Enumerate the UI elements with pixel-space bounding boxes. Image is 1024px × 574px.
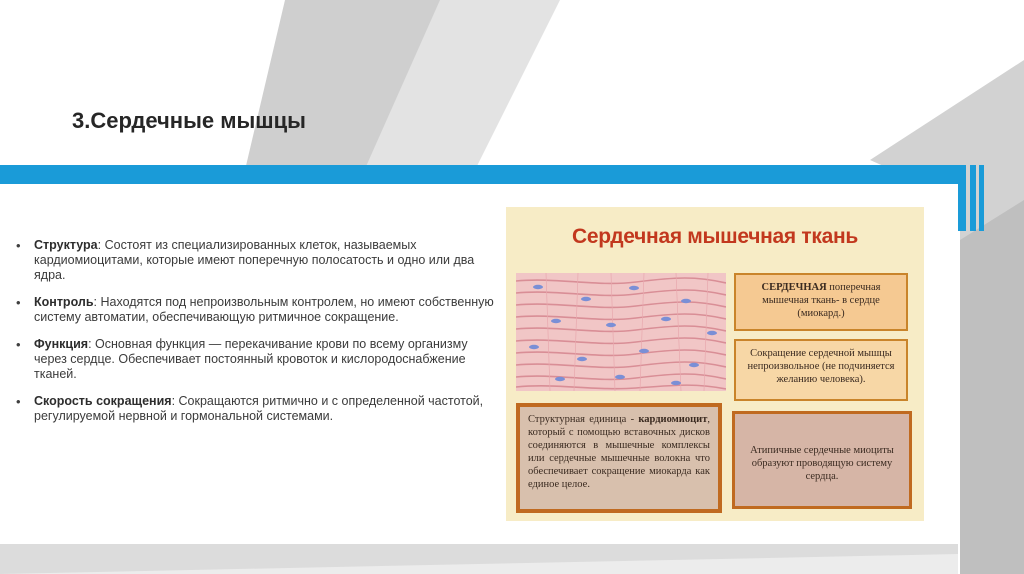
box-c-strong: кардиомиоцит — [638, 414, 708, 425]
bullet-term: Функция — [34, 337, 89, 351]
bullet-control — [14, 295, 502, 325]
poster-image — [506, 207, 924, 521]
bullet-function — [14, 337, 502, 382]
info-box-structural-unit — [516, 403, 722, 513]
bullet-text: : Находятся под непроизвольным контролем, но имеют собственную систему автоматии, обеспечивающую ритмичное сокращение. — [34, 295, 494, 324]
bullet-structure — [14, 238, 502, 283]
bullet-list — [14, 238, 502, 436]
box-a-strong: СЕРДЕЧНАЯ — [761, 282, 827, 293]
bullet-term: Контроль — [34, 295, 94, 309]
info-box-involuntary — [734, 339, 908, 401]
box-a-text: поперечная мышечная ткань- в сердце (миокард.) — [762, 282, 881, 319]
bullet-text: : Сокращаются ритмично и с определенной частотой, регулируемой нервной и гормональной системами. — [34, 394, 484, 423]
poster-title: Сердечная мышечная ткань — [572, 225, 858, 248]
bullet-text: : Основная функция — перекачивание крови по всему организму через сердце. Обеспечивает постоянный кровоток и кислородоснабжение тканей. — [34, 337, 468, 381]
bullet-term: Структура — [34, 238, 98, 252]
box-c-lead: Структурная единица - — [528, 414, 639, 425]
bullet-term: Скорость сокращения — [34, 394, 172, 408]
slide-title: 3.Сердечные мышцы — [72, 108, 306, 133]
info-box-cardiac-tissue — [734, 273, 908, 331]
box-d-text: Атипичные сердечные миоциты образуют проводящую систему сердца. — [750, 445, 894, 482]
info-box-atypical-myocytes — [732, 411, 912, 509]
bullet-contraction-speed — [14, 394, 502, 424]
box-c-text: , который с помощью вставочных дисков соединяются в мышечные комплексы или сердечные мышечные волокна что обеспечивает сокращение миокарда как единое целое. — [528, 414, 710, 490]
bullet-text: : Состоят из специализированных клеток, называемых кардиомиоцитами, которые имеют поперечную полосатость и одно или два ядра. — [34, 238, 475, 282]
tissue-micrograph — [516, 273, 726, 391]
box-b-text: Сокращение сердечной мышцы непроизвольное (не подчиняется желанию человека). — [747, 348, 895, 385]
